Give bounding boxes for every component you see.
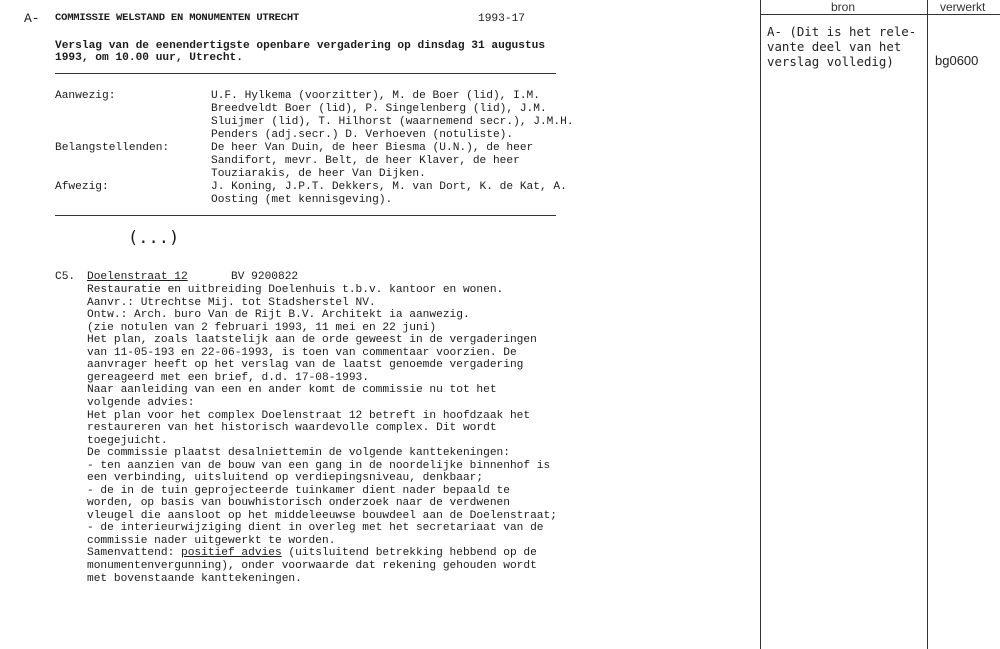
item-text-line: gereageerd met een brief, d.d. 17-08-1993. <box>87 371 369 384</box>
subtitle-line: Verslag van de eenendertigste openbare vergadering op dinsdag 31 augustus <box>55 40 546 52</box>
bron-note-line: verslag volledig) <box>767 54 894 69</box>
item-text-line: een verbinding, uitsluitend op verdiepingsniveau, denkbaar; <box>87 472 484 485</box>
stakeholders-line: Touziarakis, de heer Van Dijken. <box>211 168 426 180</box>
advice-verdict: positief advies <box>181 547 282 559</box>
item-reference: BV 9200822 <box>231 271 299 283</box>
item-street: Doelenstraat 12 <box>87 271 188 283</box>
column-border <box>760 0 761 649</box>
section-marker: A- <box>24 11 40 26</box>
item-text-line: (zie notulen van 2 februari 1993, 11 mei en 22 juni) <box>87 321 437 334</box>
stakeholders-label: Belangstellenden: <box>55 142 170 154</box>
item-code: C5. <box>55 271 76 283</box>
column-border <box>927 0 928 649</box>
verwerkt-code: bg0600 <box>935 53 979 68</box>
absent-line: J. Koning, J.P.T. Dekkers, M. van Dort, K. de Kat, A. <box>211 181 567 193</box>
summary-rest: (uitsluitend betrekking hebbend op de <box>281 547 537 559</box>
bron-note-line: vante deel van het <box>767 39 902 54</box>
stakeholders-line: De heer Van Duin, de heer Biesma (U.N.), de heer <box>211 142 534 154</box>
item-text-line: De commissie plaatst desalniettemin de volgende kanttekeningen: <box>87 447 510 460</box>
present-line: Sluijmer (lid), T. Hilhorst (waarnemend secr.), J.M.H. <box>211 116 574 128</box>
item-text-line: toegejuicht. <box>87 434 168 447</box>
header-rule <box>760 14 1000 15</box>
present-line: Penders (adj.secr.) D. Verhoeven (notuliste). <box>211 129 514 141</box>
item-text-line: Het plan voor het complex Doelenstraat 12 betreft in hoofdzaak het <box>87 409 531 422</box>
verwerkt-column-header: verwerkt <box>940 0 986 14</box>
item-text-line: - ten aanzien van de bouw van een gang in de noordelijke binnenhof is <box>87 459 551 472</box>
item-text-line: Restauratie en uitbreiding Doelenhuis t.b.v. kantoor en wonen. <box>87 284 504 296</box>
divider <box>55 73 556 74</box>
summary-label: Samenvattend: <box>87 547 175 559</box>
meeting-number: 1993-17 <box>478 13 525 25</box>
summary-line: met bovenstaande kanttekeningen. <box>87 573 302 585</box>
present-line: Breedveldt Boer (lid), P. Singelenberg (lid), J.M. <box>211 103 547 115</box>
omission-marker: (...) <box>128 228 180 248</box>
divider <box>55 215 556 216</box>
absent-label: Afwezig: <box>55 181 109 193</box>
item-text-line: van 11-05-193 en 22-06-1993, is toen van commentaar voorzien. De <box>87 346 517 359</box>
present-label: Aanwezig: <box>55 90 116 102</box>
document-title: COMMISSIE WELSTAND EN MONUMENTEN UTRECHT <box>55 12 300 24</box>
present-line: U.F. Hylkema (voorzitter), M. de Boer (lid), I.M. <box>211 90 540 102</box>
item-text-line: - de interieurwijziging dient in overleg met het secretariaat van de <box>87 522 544 535</box>
item-text-line: Het plan, zoals laatstelijk aan de orde geweest in de vergaderingen <box>87 334 537 347</box>
item-text-line: Naar aanleiding van een en ander komt de commissie nu tot het <box>87 384 497 397</box>
item-text-line: - de in de tuin geprojecteerde tuinkamer dient nader bepaald te <box>87 484 510 497</box>
absent-line: Oosting (met kennisgeving). <box>211 194 393 206</box>
bron-column-header: bron <box>831 0 856 14</box>
item-text-line: volgende advies: <box>87 396 195 409</box>
summary-line: monumentenvergunning), onder voorwaarde dat rekening gehouden wordt <box>87 560 537 572</box>
item-text-line: commissie nader uitgewerkt te worden. <box>87 535 336 547</box>
subtitle-line: 1993, om 10.00 uur, Utrecht. <box>55 52 243 64</box>
bron-note-line: A- (Dit is het rele- <box>767 24 917 39</box>
item-text-line: restaureren van het historisch waardevolle complex. Dit wordt <box>87 422 497 435</box>
item-text-line: Aanvr.: Utrechtse Mij. tot Stadsherstel NV. <box>87 296 376 309</box>
item-text-line: aanvrager heeft op het verslag van de laatst genoemde vergadering <box>87 359 524 372</box>
item-text-line: vleugel die aansloot op het middeleeuwse bouwdeel aan de Doelenstraat; <box>87 509 557 522</box>
summary-line <box>87 547 537 560</box>
item-text-line: worden, op basis van bouwhistorisch onderzoek naar de verdwenen <box>87 497 510 510</box>
stakeholders-line: Sandifort, mevr. Belt, de heer Klaver, de heer <box>211 155 520 167</box>
item-text-line: Ontw.: Arch. buro Van de Rijt B.V. Architekt ia aanwezig. <box>87 309 470 322</box>
